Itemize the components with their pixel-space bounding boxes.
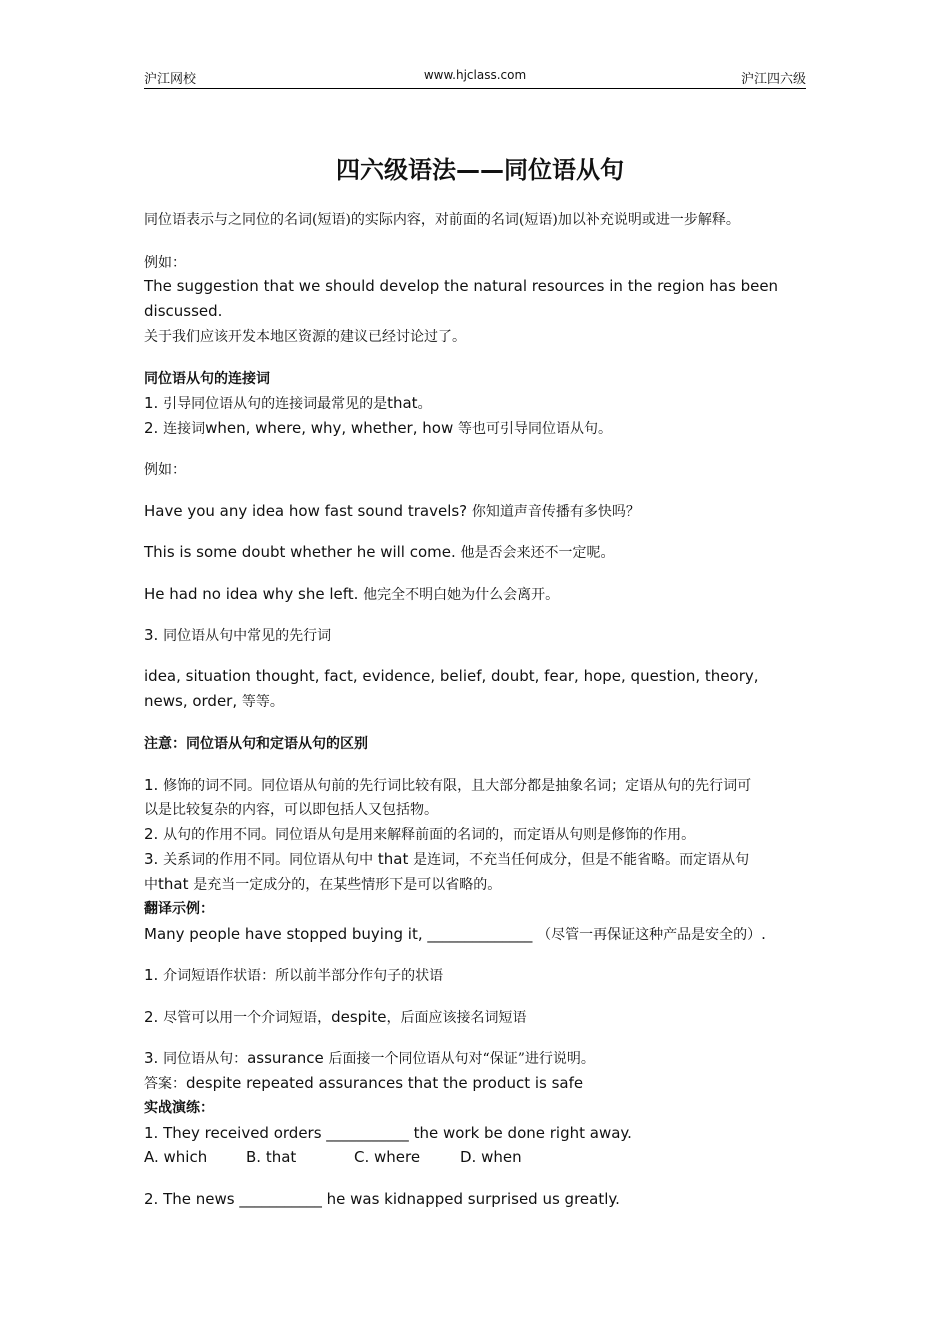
- translation-step2-num: 2.: [144, 1008, 164, 1026]
- translation-step3: [144, 1048, 595, 1069]
- example1-en-line2: discussed.: [144, 302, 223, 320]
- translation-sentence-end: .: [761, 925, 766, 943]
- example1-label: 例如：: [144, 255, 186, 271]
- practice-q2: 2. The news ___________ he was kidnapped surprised us greatly.: [144, 1190, 620, 1208]
- connectors-item2: [144, 418, 612, 439]
- antecedents-heading-cn: 同位语从句中常见的先行词: [163, 628, 332, 644]
- note-p1-num: 1.: [144, 776, 164, 794]
- header-left: 沪江网校: [144, 72, 197, 87]
- connectors-item1: [144, 393, 432, 414]
- note-p3b-cn1: 中: [144, 877, 158, 893]
- intro-text: 同位语表示与之同位的名词(短语)的实际内容，对前面的名词(短语)加以补充说明或进一步解释。: [144, 212, 740, 228]
- note-p1-line1: [144, 775, 751, 796]
- note-p2-cn: 从句的作用不同。同位语从句是用来解释前面的名词的，而定语从句则是修饰的作用。: [163, 827, 696, 843]
- example2-s3-cn: 他完全不明白她为什么会离开。: [363, 587, 560, 603]
- note-p2-num: 2.: [144, 825, 164, 843]
- q1-option-d: D. when: [460, 1148, 522, 1166]
- note-p3-num: 3.: [144, 850, 164, 868]
- example2-s1-en: Have you any idea how fast sound travels?: [144, 502, 472, 520]
- practice-q1-options: [144, 1147, 522, 1167]
- translation-step2-cn2: ，后面应该接名词短语: [386, 1010, 527, 1026]
- q1-option-b: B. that: [246, 1148, 297, 1166]
- translation-step2: [144, 1007, 526, 1028]
- antecedents-list-line2: [144, 691, 284, 712]
- translation-answer-text: despite repeated assurances that the product is safe: [186, 1074, 584, 1092]
- connectors-item1-num: 1.: [144, 394, 164, 412]
- q1-option-c: C. where: [354, 1148, 421, 1166]
- note-p1-cn: 修饰的词不同。同位语从句前的先行词比较有限，且大部分都是抽象名词；定语从句的先行词可: [163, 778, 752, 794]
- translation-step1: [144, 965, 443, 986]
- antecedents-list-en: news, order,: [144, 692, 242, 710]
- page-header: [144, 68, 806, 89]
- connectors-item2-cn: 连接词: [163, 421, 206, 437]
- connectors-item1-cn: 引导同位语从句的连接词最常见的是: [163, 396, 388, 412]
- page-title: 四六级语法——同位语从句: [336, 156, 624, 184]
- antecedents-list-cn: 等等。: [241, 694, 284, 710]
- connectors-item1-that: that: [387, 394, 418, 412]
- example1-en-line1: The suggestion that we should develop the natural resources in the region has been: [144, 277, 779, 295]
- example2-s3-en: He had no idea why she left.: [144, 585, 364, 603]
- translation-step2-cn1: 尽管可以用一个介词短语，: [163, 1010, 332, 1026]
- note-p3-line1: [144, 849, 749, 870]
- antecedents-heading: [144, 625, 331, 646]
- example2-s2-en: This is some doubt whether he will come.: [144, 543, 461, 561]
- translation-step1-num: 1.: [144, 966, 164, 984]
- translation-answer: [144, 1073, 583, 1094]
- header-right: 沪江四六级: [740, 72, 806, 87]
- note-p1-line2: 以是比较复杂的内容，可以即包括人又包括物。: [144, 802, 438, 818]
- practice-q1: 1. They received orders ___________ the work be done right away.: [144, 1124, 632, 1142]
- note-p3-cn2: 是连词，不充当任何成分，但是不能省略。而定语从句: [413, 852, 750, 868]
- practice-heading: 实战演练：: [144, 1100, 214, 1116]
- note-heading: 注意：同位语从句和定语从句的区别: [144, 736, 368, 752]
- note-p3b-that: that: [158, 875, 194, 893]
- translation-sentence-cn: （尽管一再保证这种产品是安全的）: [537, 927, 762, 943]
- antecedents-list-line1: idea, situation thought, fact, evidence, belief, doubt, fear, hope, question, theory,: [144, 667, 759, 685]
- example2-sentence3: [144, 584, 559, 605]
- translation-step2-despite: despite: [331, 1008, 387, 1026]
- connectors-item2-cn2: 等也可引导同位语从句。: [457, 421, 612, 437]
- antecedents-num: 3.: [144, 626, 164, 644]
- translation-sentence: [144, 924, 766, 945]
- translation-step1-cn: 介词短语作状语：所以前半部分作句子的状语: [163, 968, 444, 984]
- note-p3b-cn2: 是充当一定成分的，在某些情形下是可以省略的。: [193, 877, 502, 893]
- example2-s2-cn: 他是否会来还不一定呢。: [460, 545, 615, 561]
- note-p2: [144, 824, 695, 845]
- note-p3-that: that: [373, 850, 414, 868]
- example2-s1-cn: 你知道声音传播有多快吗？: [471, 504, 640, 520]
- example2-label: 例如：: [144, 462, 186, 478]
- example2-sentence1: [144, 501, 640, 522]
- header-url: www.hjclass.com: [423, 68, 527, 82]
- example2-sentence2: [144, 542, 615, 563]
- note-p3-line2: [144, 874, 501, 895]
- connectors-item1-end: 。: [417, 396, 432, 412]
- connectors-item2-words: when, where, why, whether, how: [205, 419, 458, 437]
- translation-step3-cn1: 同位语从句：: [163, 1051, 248, 1067]
- connectors-item2-num: 2.: [144, 419, 164, 437]
- example1-cn: 关于我们应该开发本地区资源的建议已经讨论过了。: [144, 329, 466, 345]
- translation-answer-label: 答案：: [144, 1076, 186, 1092]
- q1-option-a: A. which: [144, 1148, 208, 1166]
- translation-heading: 翻译示例：: [144, 901, 214, 917]
- translation-step3-cn2: 后面接一个同位语从句对“保证”进行说明。: [328, 1051, 595, 1067]
- translation-sentence-en: Many people have stopped buying it, ______________: [144, 925, 538, 943]
- connectors-heading: 同位语从句的连接词: [144, 371, 270, 387]
- note-p3-cn1: 关系词的作用不同。同位语从句中: [163, 852, 374, 868]
- translation-step3-assurance: assurance: [247, 1049, 329, 1067]
- translation-step3-num: 3.: [144, 1049, 164, 1067]
